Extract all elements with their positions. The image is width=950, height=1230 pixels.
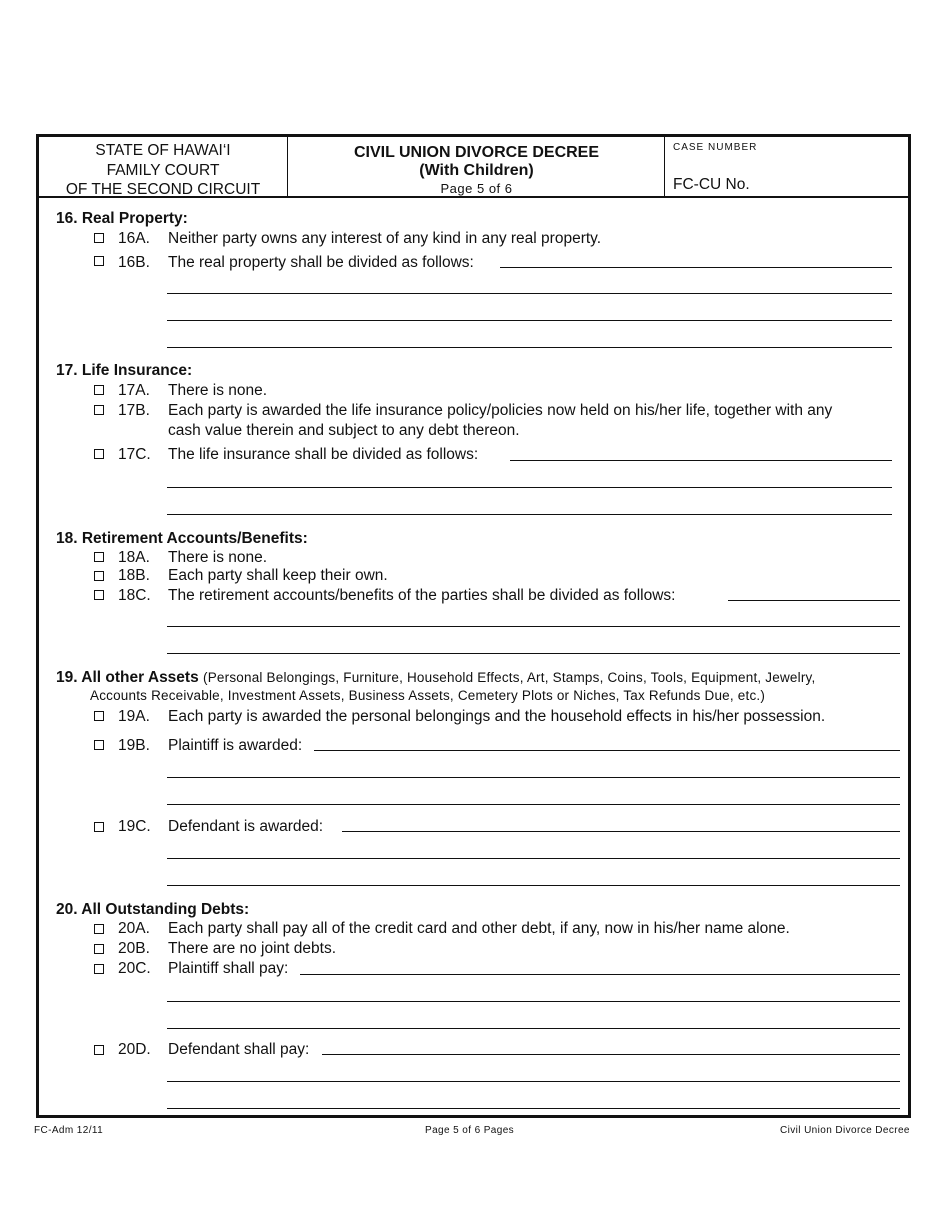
fill-line-16b[interactable] bbox=[167, 293, 892, 294]
section-19-examples: (Personal Belongings, Furniture, Household Effects, Art, Stamps, Coins, Tools, Equipment, Jewelry, bbox=[203, 670, 816, 685]
item-text: Plaintiff is awarded: bbox=[168, 737, 303, 754]
item-code: 19B. bbox=[118, 737, 150, 754]
item-code: 17C. bbox=[118, 446, 151, 463]
fill-line-16b[interactable] bbox=[500, 267, 892, 268]
fill-line-19b[interactable] bbox=[167, 804, 900, 805]
fill-line-20c[interactable] bbox=[167, 1028, 900, 1029]
item-text: Each party is awarded the personal belongings and the household effects in his/her possession. bbox=[168, 708, 826, 725]
fill-line-19b[interactable] bbox=[314, 750, 900, 751]
document-title bbox=[289, 143, 664, 197]
item-code: 17B. bbox=[118, 402, 150, 419]
item-code: 19A. bbox=[118, 708, 150, 725]
fill-line-19c[interactable] bbox=[342, 831, 900, 832]
item-text: There are no joint debts. bbox=[168, 940, 337, 957]
section-19-heading bbox=[56, 669, 815, 687]
fill-line-20c[interactable] bbox=[300, 974, 900, 975]
subtitle-text: (With Children) bbox=[419, 162, 534, 179]
item-code: 16B. bbox=[118, 254, 150, 271]
item-text: The life insurance shall be divided as follows: bbox=[168, 446, 479, 463]
fill-line-20d[interactable] bbox=[167, 1108, 900, 1109]
item-text: Each party is awarded the life insurance policy/policies now held on his/her life, together with any bbox=[168, 402, 833, 419]
section-16-heading: 16. Real Property: bbox=[56, 210, 188, 227]
fill-line-17c[interactable] bbox=[167, 514, 892, 515]
footer-form-id: FC-Adm 12/11 bbox=[34, 1125, 104, 1136]
checkbox-20d[interactable] bbox=[94, 1045, 104, 1055]
item-code: 18A. bbox=[118, 549, 150, 566]
fill-line-16b[interactable] bbox=[167, 320, 892, 321]
item-text: Defendant is awarded: bbox=[168, 818, 324, 835]
court-line: FAMILY COURT bbox=[106, 161, 220, 179]
section-18-heading: 18. Retirement Accounts/Benefits: bbox=[56, 530, 308, 547]
item-code: 20B. bbox=[118, 940, 150, 957]
item-text: Neither party owns any interest of any kind in any real property. bbox=[168, 230, 602, 247]
item-text: Each party shall pay all of the credit card and other debt, if any, now in his/her name alone. bbox=[168, 920, 790, 937]
item-code: 17A. bbox=[118, 382, 150, 399]
fill-line-18c[interactable] bbox=[167, 653, 900, 654]
fill-line-19b[interactable] bbox=[167, 777, 900, 778]
court-line: OF THE SECOND CIRCUIT bbox=[65, 181, 261, 198]
header-divider bbox=[664, 137, 665, 196]
court-line: STATE OF HAWAI‘I bbox=[95, 142, 231, 159]
item-text: cash value therein and subject to any debt thereon. bbox=[168, 422, 520, 439]
fill-line-17c[interactable] bbox=[510, 460, 892, 461]
section-19-examples: Accounts Receivable, Investment Assets, Business Assets, Cemetery Plots or Niches, Tax Refunds Due, etc.) bbox=[90, 688, 766, 703]
checkbox-18c[interactable] bbox=[94, 590, 104, 600]
footer-page-number: Page 5 of 6 Pages bbox=[425, 1125, 515, 1136]
fill-line-19c[interactable] bbox=[167, 885, 900, 886]
item-text: The retirement accounts/benefits of the parties shall be divided as follows: bbox=[168, 587, 676, 604]
item-text: The real property shall be divided as follows: bbox=[168, 254, 474, 271]
case-number-box bbox=[673, 142, 758, 193]
item-text: There is none. bbox=[168, 549, 268, 566]
item-code: 20D. bbox=[118, 1041, 151, 1058]
checkbox-20a[interactable] bbox=[94, 924, 104, 934]
section-19-title: 19. All other Assets bbox=[56, 669, 199, 686]
item-code: 20A. bbox=[118, 920, 150, 937]
item-code: 18C. bbox=[118, 587, 151, 604]
checkbox-18b[interactable] bbox=[94, 571, 104, 581]
checkbox-20b[interactable] bbox=[94, 944, 104, 954]
fill-line-19c[interactable] bbox=[167, 858, 900, 859]
checkbox-20c[interactable] bbox=[94, 964, 104, 974]
item-text: Defendant shall pay: bbox=[168, 1041, 310, 1058]
footer-document-name: Civil Union Divorce Decree bbox=[780, 1125, 910, 1136]
checkbox-18a[interactable] bbox=[94, 552, 104, 562]
item-code: 20C. bbox=[118, 960, 151, 977]
checkbox-19c[interactable] bbox=[94, 822, 104, 832]
checkbox-16a[interactable] bbox=[94, 233, 104, 243]
case-number-label: CASE NUMBER bbox=[673, 142, 758, 153]
checkbox-17c[interactable] bbox=[94, 449, 104, 459]
fill-line-18c[interactable] bbox=[728, 600, 900, 601]
fill-line-20d[interactable] bbox=[322, 1054, 900, 1055]
item-code: 16A. bbox=[118, 230, 150, 247]
checkbox-19b[interactable] bbox=[94, 740, 104, 750]
checkbox-16b[interactable] bbox=[94, 256, 104, 266]
fill-line-16b[interactable] bbox=[167, 347, 892, 348]
checkbox-17b[interactable] bbox=[94, 405, 104, 415]
item-code: 18B. bbox=[118, 567, 150, 584]
header-page-number: Page 5 of 6 bbox=[440, 181, 513, 196]
fill-line-20d[interactable] bbox=[167, 1081, 900, 1082]
case-number-value: FC-CU No. bbox=[673, 176, 750, 193]
item-text: There is none. bbox=[168, 382, 268, 399]
checkbox-17a[interactable] bbox=[94, 385, 104, 395]
section-17-heading: 17. Life Insurance: bbox=[56, 362, 193, 379]
fill-line-20c[interactable] bbox=[167, 1001, 900, 1002]
item-text: Each party shall keep their own. bbox=[168, 567, 388, 584]
item-text: Plaintiff shall pay: bbox=[168, 960, 289, 977]
header-divider bbox=[287, 137, 288, 196]
fill-line-18c[interactable] bbox=[167, 626, 900, 627]
fill-line-17c[interactable] bbox=[167, 487, 892, 488]
checkbox-19a[interactable] bbox=[94, 711, 104, 721]
title-text: CIVIL UNION DIVORCE DECREE bbox=[353, 144, 600, 161]
item-code: 19C. bbox=[118, 818, 151, 835]
court-name bbox=[39, 141, 287, 200]
section-20-heading: 20. All Outstanding Debts: bbox=[56, 901, 250, 918]
